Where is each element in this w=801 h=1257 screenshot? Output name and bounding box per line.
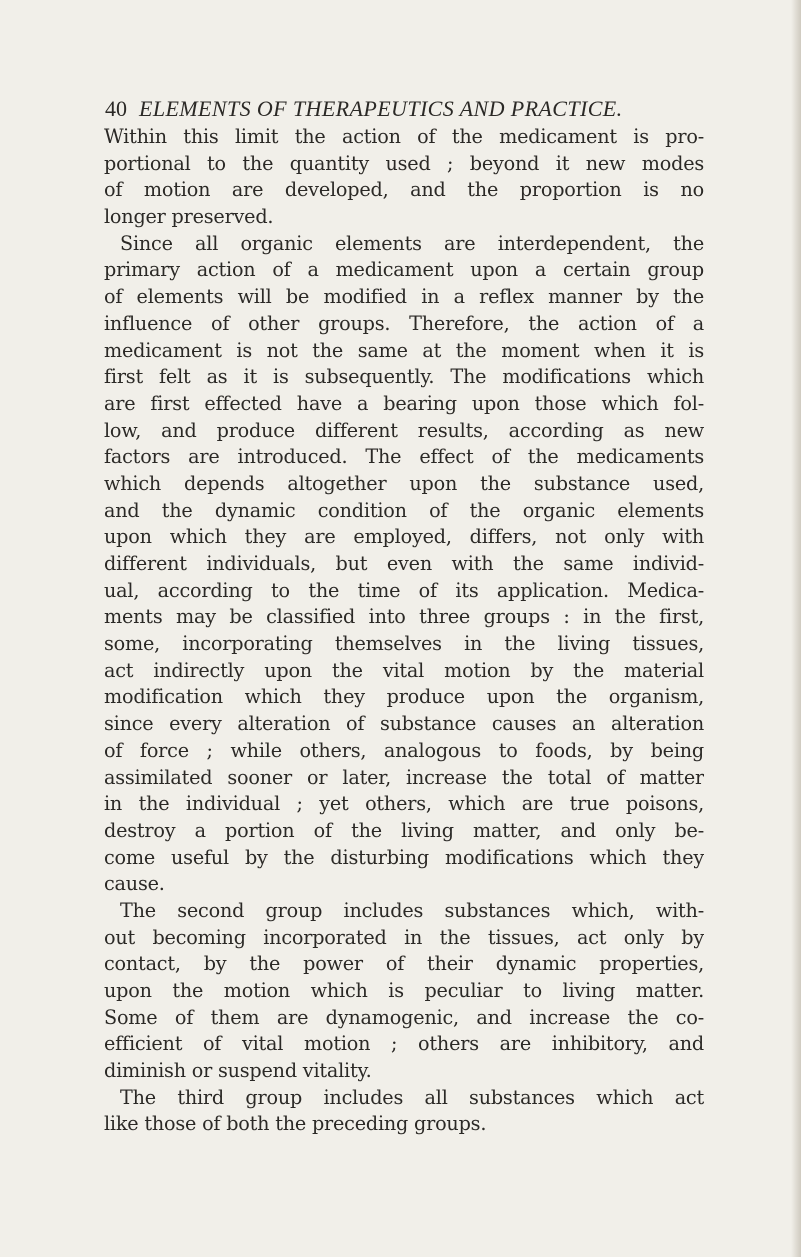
text-line: and the dynamic condition of the organic elements	[104, 498, 704, 522]
text-line: The third group includes all substances which act	[120, 1085, 704, 1109]
text-line: longer preserved.	[104, 205, 274, 229]
text-line: in the individual ; yet others, which are true poisons,	[104, 792, 704, 816]
text-line: factors are introduced. The effect of the medicaments	[104, 445, 704, 469]
text-line: some, incorporating themselves in the living tissues,	[104, 632, 704, 656]
text-line: Within this limit the action of the medicament is pro-	[104, 125, 704, 148]
text-line: first felt as it is subsequently. The modifications which	[104, 365, 704, 389]
text-line: diminish or suspend vitality.	[104, 1059, 372, 1083]
text-line: medicament is not the same at the moment when it is	[104, 338, 704, 362]
running-title: ELEMENTS OF THERAPEUTICS AND PRACTICE.	[139, 96, 623, 121]
paragraph	[104, 124, 704, 231]
text-line: upon the motion which is peculiar to living matter.	[104, 979, 704, 1002]
page-edge-shadow	[791, 0, 801, 1257]
text-line: are first effected have a bearing upon those which fol-	[104, 391, 704, 415]
text-line: upon which they are employed, differs, not only with	[104, 525, 704, 549]
text-line: since every alteration of substance causes an alteration	[104, 712, 704, 736]
text-line: Since all organic elements are interdependent, the	[120, 231, 704, 255]
text-line: cause.	[104, 872, 165, 896]
text-line: like those of both the preceding groups.	[104, 1112, 487, 1136]
text-line: Some of them are dynamogenic, and increase the co-	[104, 1005, 704, 1029]
paragraph	[104, 898, 704, 1085]
text-line: of elements will be modified in a reflex manner by the	[104, 285, 704, 309]
text-line: come useful by the disturbing modifications which they	[104, 845, 704, 869]
text-line: efficient of vital motion ; others are inhibitory, and	[104, 1032, 704, 1056]
text-line: out becoming incorporated in the tissues, act only by	[104, 925, 704, 949]
text-line: different individuals, but even with the same individ-	[104, 552, 704, 575]
paragraph	[104, 1085, 704, 1138]
running-head	[105, 97, 705, 121]
text-line: portional to the quantity used ; beyond it new modes	[104, 151, 704, 175]
text-line: of motion are developed, and the proportion is no	[104, 178, 704, 202]
text-line: The second group includes substances which, with-	[120, 898, 704, 922]
text-line: act indirectly upon the vital motion by the material	[104, 658, 704, 682]
text-line: modification which they produce upon the organism,	[104, 685, 704, 709]
text-line: of force ; while others, analogous to foods, by being	[104, 738, 704, 762]
text-line: low, and produce different results, according as new	[104, 418, 704, 442]
paragraph	[104, 231, 704, 898]
text-line: which depends altogether upon the substance used,	[104, 471, 704, 495]
text-line: influence of other groups. Therefore, the action of a	[104, 311, 704, 335]
text-line: ments may be classified into three groups : in the first,	[104, 605, 704, 629]
text-line: destroy a portion of the living matter, and only be-	[104, 818, 704, 842]
text-line: contact, by the power of their dynamic properties,	[104, 952, 704, 976]
text-line: primary action of a medicament upon a certain group	[104, 258, 704, 282]
body-text	[104, 124, 704, 1138]
text-line: assimilated sooner or later, increase the total of matter	[104, 765, 704, 789]
text-line: ual, according to the time of its application. Medica-	[104, 578, 704, 602]
page-number: 40	[105, 96, 127, 121]
